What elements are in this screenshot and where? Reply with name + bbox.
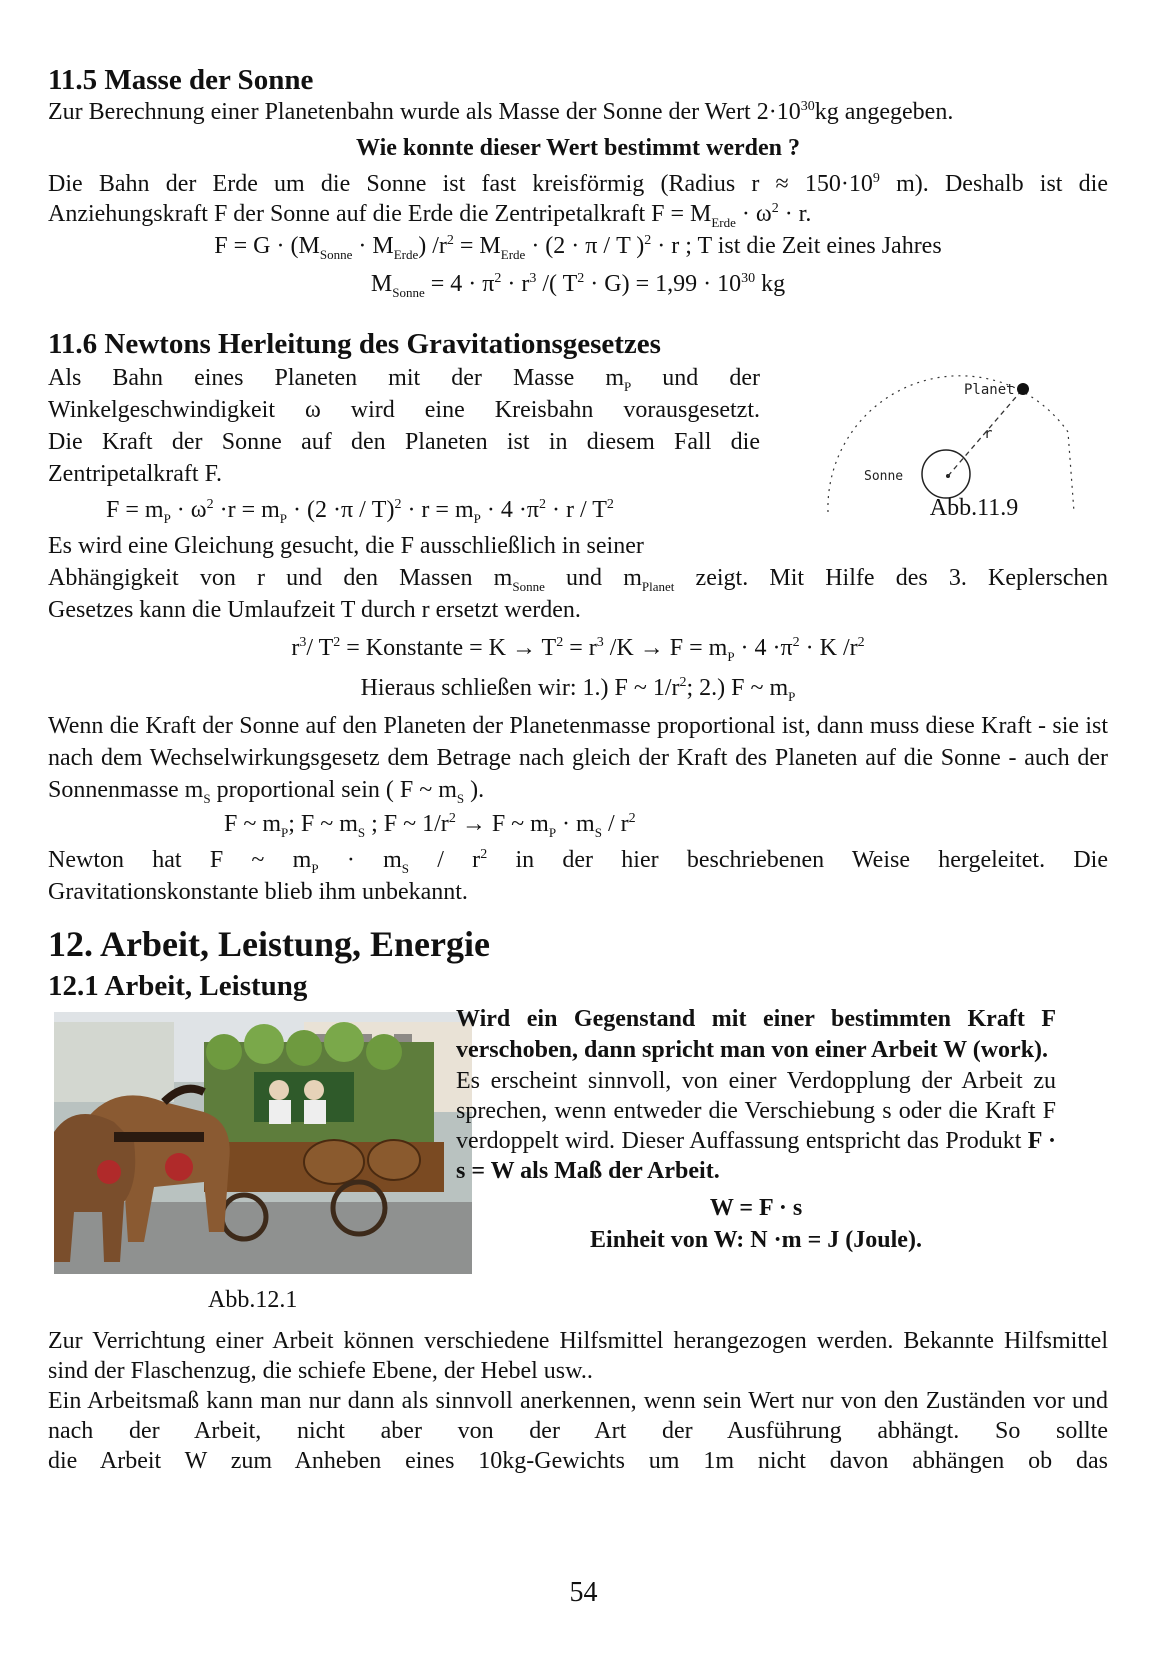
s116-equation-6: F ~ $m_P$; F ~ $m_S$ ; F ~ $1/r^2 \to F$ ~ $m_P \cdot m_S / r^2$ [224, 811, 636, 840]
s115-equation-2: $M_{Sonne} = 4 \cdot \pi^2 \cdot r^3$ /( $T^2 \cdot G) = 1,99 \cdot 10^{30}$ kg [370, 271, 786, 300]
horse-wagon-photo [54, 1012, 472, 1274]
s116-paragraph-4a: Newton hat F ~ $m_P \cdot m_S / r^2$ in der hier beschriebenen Weise hergeleitet. Die [48, 847, 1108, 876]
radius-label: r [984, 426, 993, 442]
s115-intro: Zur Berechnung einer Planetenbahn wurde als Masse der Sonne der Wert $2\cdot 10^{30}kg$ angegeben. [48, 99, 954, 125]
photo-caption: Abb.12.1 [208, 1287, 298, 1313]
s12-paragraph-2: Zur Verrichtung einer Arbeit können verschiedene Hilfsmittel herangezogen werden. Bekannte Hilfsmittel sind der Flaschenzug, die schiefe Ebene, der Hebel usw.. [48, 1328, 1108, 1384]
s116-line-3: Die Kraft der Sonne auf den Planeten ist in diesem Fall die [48, 429, 760, 455]
page-content [48, 62, 1108, 1476]
section-12-1 [48, 1004, 1108, 1332]
section-12-1-text [456, 1004, 1056, 1256]
s116-equation-3: $F = m_P \cdot \omega^2 \cdot r = m_P \cdot (2 \cdot\pi / T)^2 \cdot r = m_P \cdot 4 \cdot\pi^2 \cdot r / T^2$ [106, 497, 614, 526]
section-11-6 [48, 326, 1108, 908]
s116-wrapped-text [48, 362, 760, 562]
s116-equation-4: $r^3/$ $T^2$ = Konstante = $K \to T^2 = r^3$ $/K \to F = m_P \cdot 4 \cdot\pi^2 \cdot K$ $/r^2$ [291, 635, 865, 664]
definition-work: Wird ein Gegenstand mit einer bestimmten Kraft F verschoben, dann spricht man von einer Arbeit W (work). [456, 1006, 1056, 1063]
chapter-heading-12: 12. Arbeit, Leistung, Energie [48, 924, 490, 964]
s116-line-2: Winkelgeschwindigkeit ω wird eine Kreisbahn vorausgesetzt. [48, 397, 760, 423]
s116-equation-5: Hieraus schließen wir: 1.) F ~ $1/r^2$; 2.) F ~ $m_P$ [360, 675, 796, 704]
sun-circle [922, 450, 970, 498]
planet-label: Planet [964, 382, 1015, 398]
s115-line-2: Anziehungskraft F der Sonne auf die Erde die Zentripetalkraft $F = M_{Erde} \cdot \omega^2 \cdot r$. [48, 201, 812, 230]
s115-equation-1: $F = G \cdot (M_{Sonne} \cdot M_{Erde}) /r^2 = M_{Erde} \cdot (2 \cdot \pi / T$ )$^2$ · r ; T ist die Zeit eines Jahres [214, 233, 942, 262]
s116-paragraph-4b: Gravitationskonstante blieb ihm unbekannt. [48, 879, 468, 905]
s116-line-5: Es wird eine Gleichung gesucht, die F ausschließlich in seiner [48, 533, 644, 559]
section-heading-12-1: 12.1 Arbeit, Leistung [48, 970, 308, 1002]
page-number: 54 [569, 1577, 598, 1608]
sun-label: Sonne [864, 469, 904, 484]
s115-question: Wie konnte dieser Wert bestimmt werden ? [356, 135, 800, 161]
photo-illustration [54, 1012, 472, 1274]
s116-line-1: Als Bahn eines Planeten mit der Masse $m_P$ und der [48, 365, 760, 394]
s12-paragraph-1: Es erscheint sinnvoll, von einer Verdopplung der Arbeit zu sprechen, wenn entweder die Verschiebung s oder die Kraft F verdoppelt wird. Dieser Auffassung entspricht das Produkt F · s = W als Maß der Arbeit. [456, 1068, 1056, 1184]
section-heading-11-6: 11.6 Newtons Herleitung des Gravitationsgesetzes [48, 328, 661, 360]
figure-11-9 [816, 362, 1116, 572]
s12-paragraph-3b: die Arbeit W zum Anheben eines 10kg-Gewichts um 1m nicht davon abhängen ob das [48, 1448, 1108, 1474]
s12-paragraph-3a: Ein Arbeitsmaß kann man nur dann als sinnvoll anerkennen, wenn sein Wert nur von den Zuständen vor und nach der Arbeit, nicht aber von der Art der Ausführung abhängt. So sollte [48, 1388, 1108, 1444]
work-unit: Einheit von W: N ·m = J (Joule). [590, 1227, 922, 1253]
s116-paragraph-3: Wenn die Kraft der Sonne auf den Planeten der Planetenmasse proportional ist, dann muss diese Kraft - sie ist nach dem Wechselwirkungsgesetz dem Betrage nach gleich der Kraft des Planeten auf die Sonne - auch der Sonnenmasse $m_S$ proportional sein ( F ~ $m_S$ ). [48, 713, 1108, 806]
s116-line-4: Zentripetalkraft F. [48, 461, 223, 487]
figure-11-9-caption: Abb.11.9 [929, 495, 1019, 521]
work-formula: W = F · s [709, 1195, 803, 1221]
section-heading-11-5: 11.5 Masse der Sonne [48, 64, 314, 96]
planet-dot [1017, 383, 1029, 395]
s116-line-7: Gesetzes kann die Umlaufzeit T durch r ersetzt werden. [48, 597, 581, 623]
s116-line-6: Abhängigkeit von r und den Massen $m_{Sonne}$ und $m_{Planet}$ zeigt. Mit Hilfe des 3. Keplerschen [48, 565, 1109, 594]
s115-line-1: Die Bahn der Erde um die Sonne ist fast kreisförmig (Radius $r \approx 150\cdot 10^9$ m). Deshalb ist die [48, 171, 1108, 197]
